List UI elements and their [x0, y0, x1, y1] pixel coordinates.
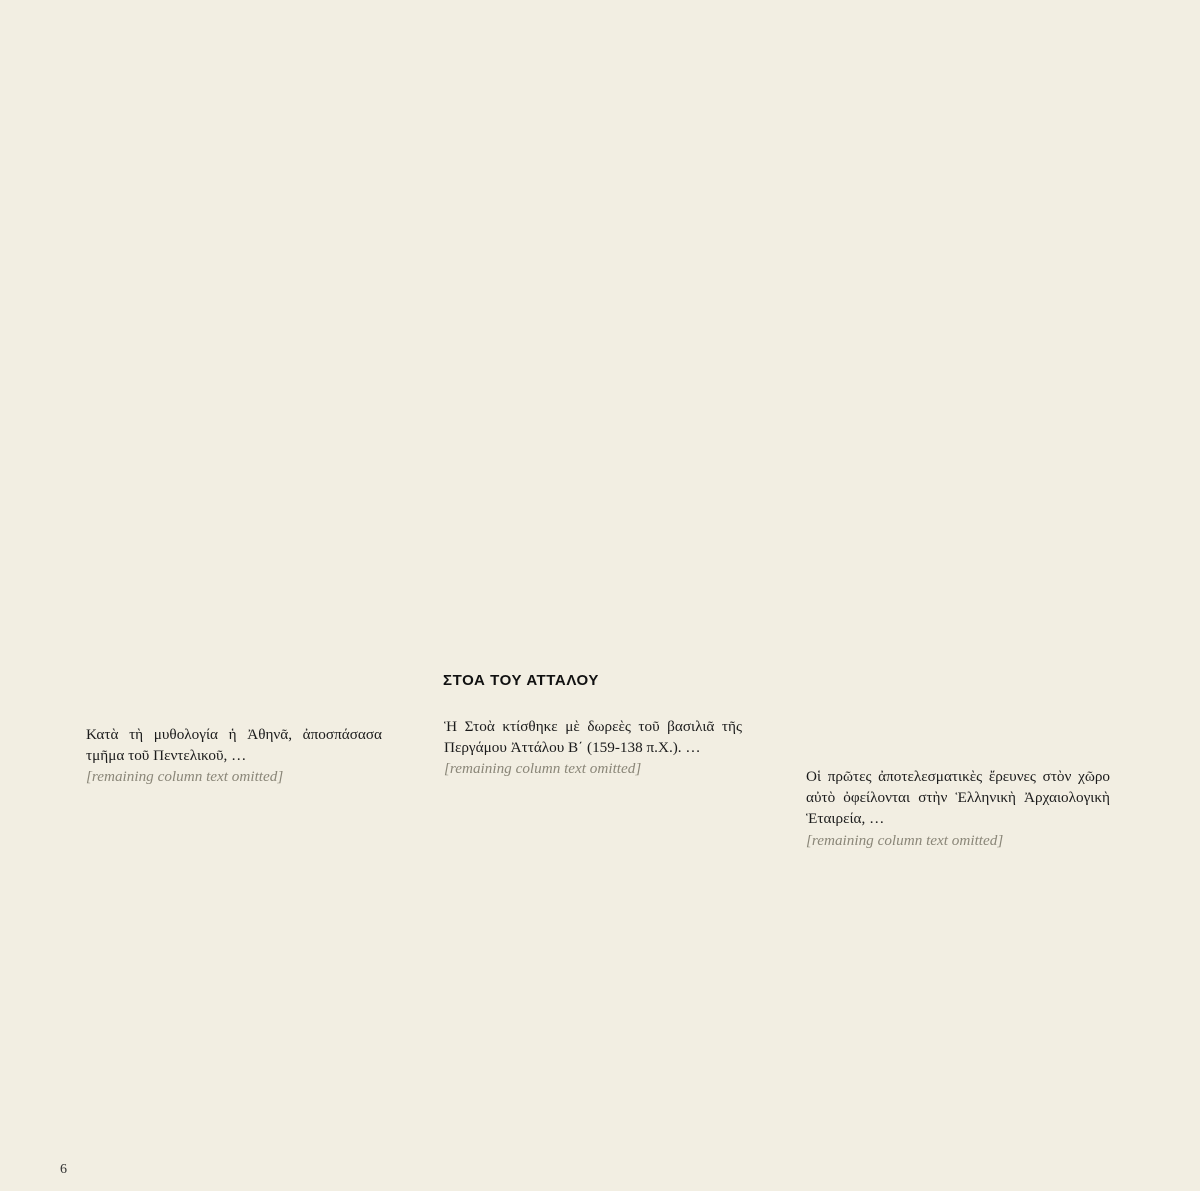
column-placeholder: [remaining column text omitted] — [444, 760, 642, 778]
text-column-middle — [444, 716, 742, 780]
text-column-left — [86, 724, 382, 788]
page-number: 6 — [60, 1162, 67, 1177]
column-excerpt: Ἡ Στοὰ κτίσθηκε μὲ δωρεὲς τοῦ βασιλιᾶ τῆς Περγάμου Ἀττάλου Β΄ (159-138 π.Χ.). … — [444, 718, 742, 757]
column-excerpt: Κατὰ τὴ μυθολογία ἡ Ἀθηνᾶ, ἀποσπάσασα τμῆμα τοῦ Πεντελικοῦ, … — [86, 726, 382, 765]
column-placeholder: [remaining column text omitted] — [806, 831, 1004, 849]
column-placeholder: [remaining column text omitted] — [86, 768, 284, 786]
page-heading: ΣΤΟΑ ΤΟΥ ΑΤΤΑΛΟΥ — [443, 672, 600, 689]
text-column-right — [806, 766, 1110, 851]
column-excerpt: Οἱ πρῶτες ἀποτελεσματικὲς ἔρευνες στὸν χῶρο αὐτὸ ὀφείλονται στὴν Ἑλληνικὴ Ἀρχαιολογικὴ Ἑταιρεία, … — [806, 768, 1110, 828]
